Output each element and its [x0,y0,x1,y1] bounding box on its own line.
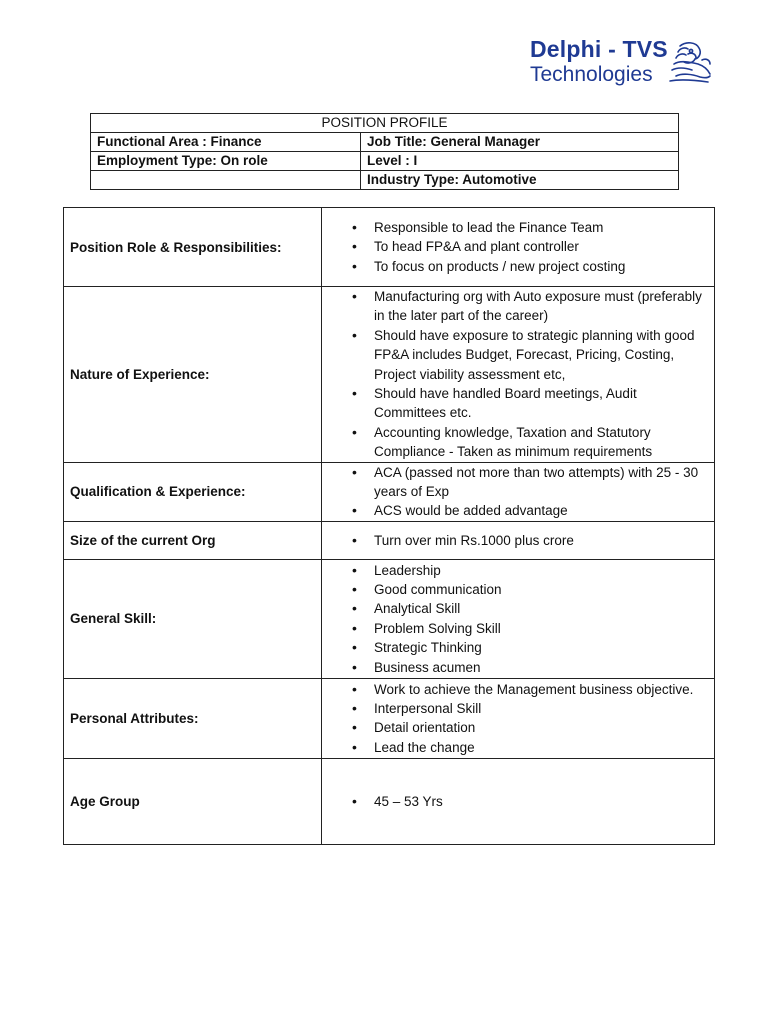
position-details-table [63,207,715,845]
bullet-item: • Detail orientation [352,718,706,737]
skill-value [322,559,715,678]
bullet-item: • Analytical Skill [352,599,706,618]
org-size-label: Size of the current Org [64,521,322,559]
experience-label: Nature of Experience: [64,287,322,463]
org-size-list [352,531,706,550]
role-row [64,208,715,287]
bullet-item: • Business acumen [352,658,706,677]
bullet-item: • To focus on products / new project costing [352,257,706,276]
attributes-value [322,678,715,758]
employment-type: Employment Type: On role [91,152,361,171]
age-label: Age Group [64,758,322,844]
position-profile-table [90,113,679,190]
level: Level : I [361,152,679,171]
bullet-item: • ACA (passed not more than two attempts) with 25 - 30 years of Exp [352,463,706,502]
age-value [322,758,715,844]
bullet-item: • Manufacturing org with Auto exposure must (preferably in the later part of the career) [352,287,706,326]
profile-row [91,171,679,190]
profile-row [91,133,679,152]
logo-line2: Technologies [530,63,653,86]
bullet-item: • To head FP&A and plant controller [352,237,706,256]
qualification-value [322,462,715,521]
attributes-row [64,678,715,758]
attributes-label: Personal Attributes: [64,678,322,758]
industry-type: Industry Type: Automotive [361,171,679,190]
bullet-item: • Strategic Thinking [352,638,706,657]
bullet-item: • 45 – 53 Yrs [352,792,706,811]
empty-cell [91,171,361,190]
profile-title-row [91,114,679,133]
bullet-item: • Should have exposure to strategic planning with good FP&A includes Budget, Forecast, Pricing, Costing, Project viability assessment etc, [352,326,706,384]
role-value [322,208,715,287]
bullet-item: • Should have handled Board meetings, Audit Committees etc. [352,384,706,423]
logo-text [530,38,668,85]
role-list [352,218,706,276]
bullet-item: • ACS would be added advantage [352,501,706,520]
company-logo [530,38,720,94]
org-size-row [64,521,715,559]
functional-area: Functional Area : Finance [91,133,361,152]
skill-list [352,561,706,677]
bullet-item: • Problem Solving Skill [352,619,706,638]
age-row [64,758,715,844]
org-size-value [322,521,715,559]
lion-icon [666,40,714,84]
bullet-item: • Turn over min Rs.1000 plus crore [352,531,706,550]
experience-row [64,287,715,463]
bullet-item: • Lead the change [352,738,706,757]
profile-title: POSITION PROFILE [91,114,679,133]
bullet-item: • Work to achieve the Management business objective. [352,680,706,699]
bullet-item: • Accounting knowledge, Taxation and Statutory Compliance - Taken as minimum requirements [352,423,706,462]
experience-value [322,287,715,463]
logo-line1: Delphi - TVS [530,36,668,62]
role-label: Position Role & Responsibilities: [64,208,322,287]
bullet-item: • Good communication [352,580,706,599]
bullet-item: • Interpersonal Skill [352,699,706,718]
skill-row [64,559,715,678]
bullet-item: • Responsible to lead the Finance Team [352,218,706,237]
qualification-row [64,462,715,521]
qualification-label: Qualification & Experience: [64,462,322,521]
experience-list [352,287,706,462]
skill-label: General Skill: [64,559,322,678]
profile-row [91,152,679,171]
age-list [352,792,706,811]
bullet-item: • Leadership [352,561,706,580]
attributes-list [352,680,706,758]
qualification-list [352,463,706,521]
job-title: Job Title: General Manager [361,133,679,152]
